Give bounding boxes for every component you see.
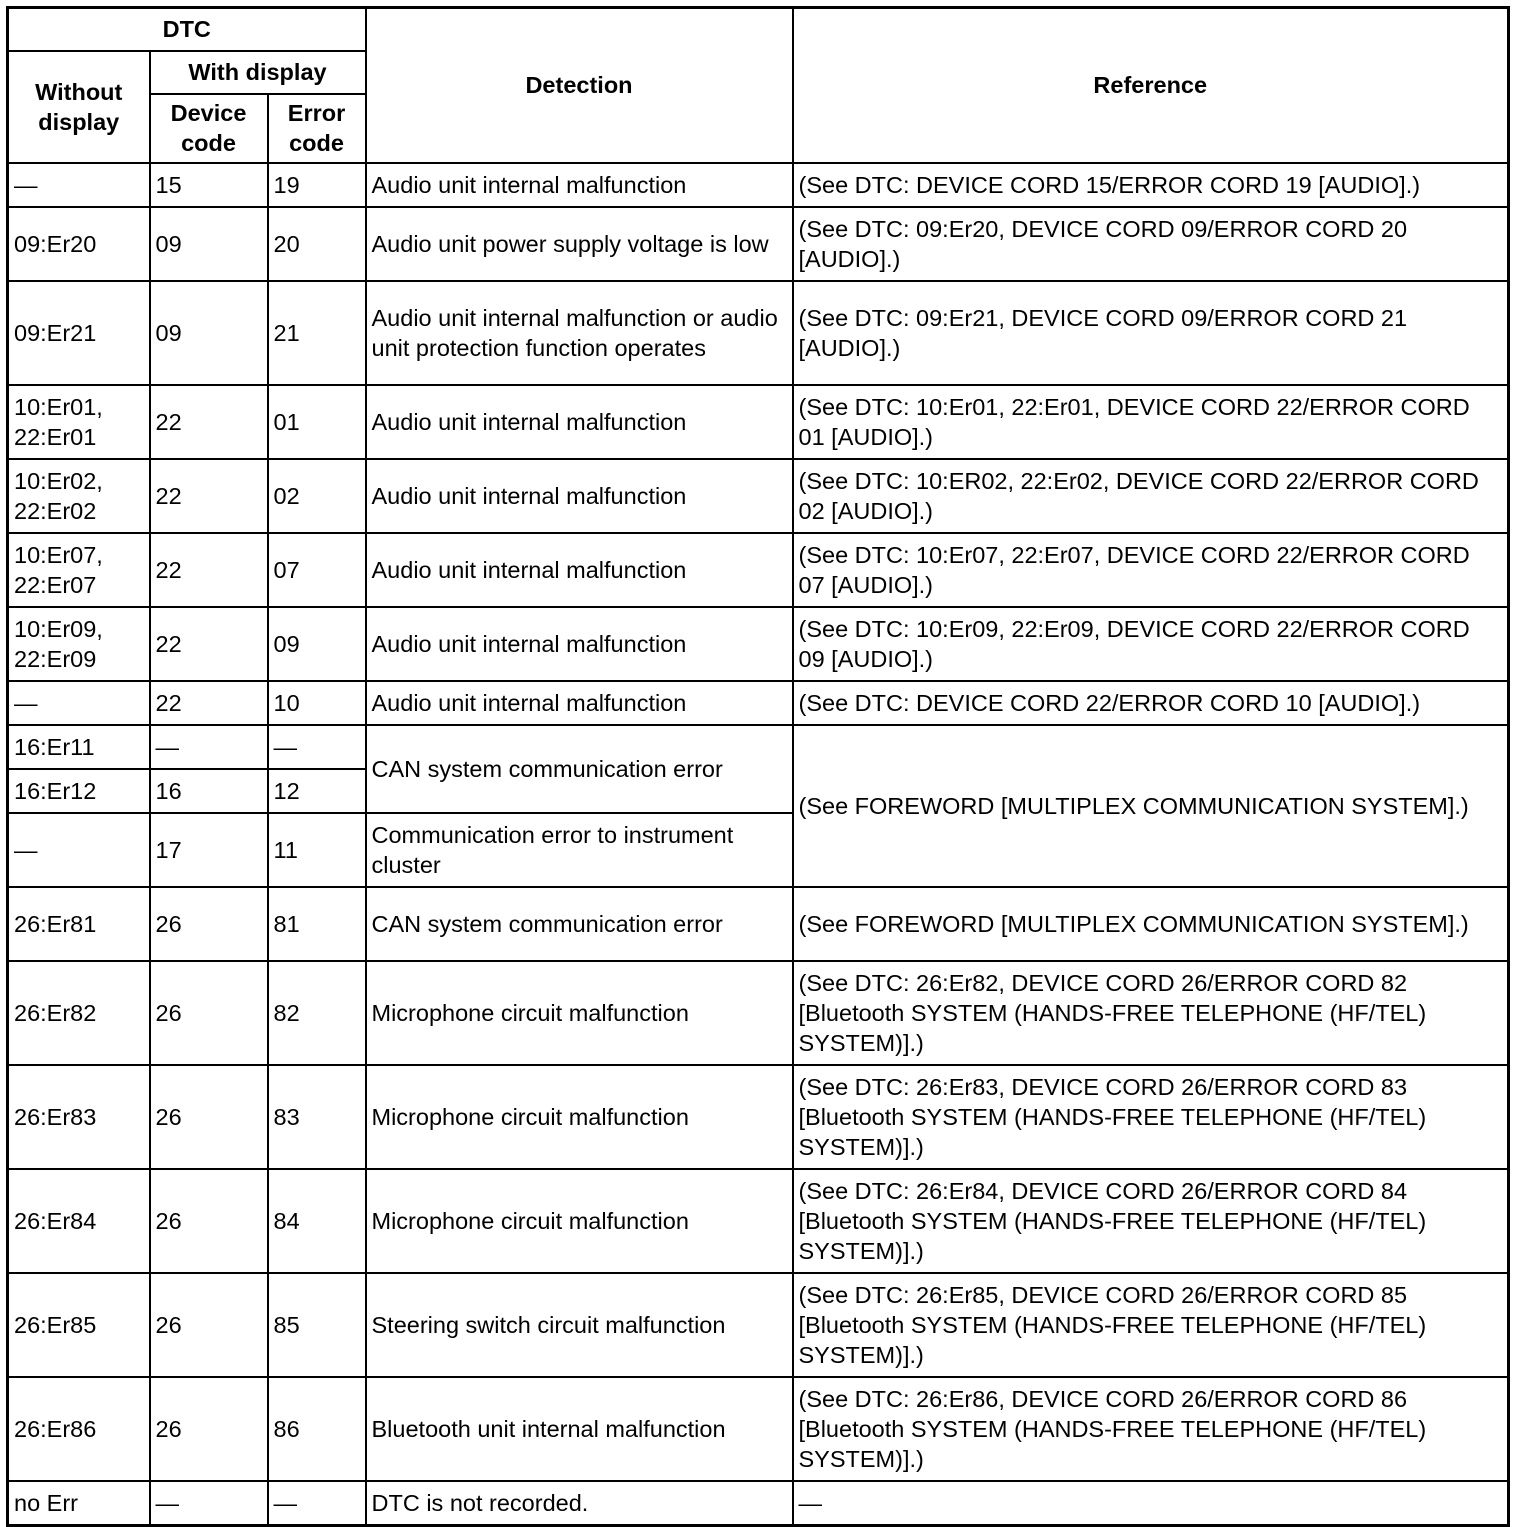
error-code-cell: 86 xyxy=(268,1377,366,1481)
reference-cell: (See DTC: 09:Er21, DEVICE CORD 09/ERROR CORD 21 [AUDIO].) xyxy=(793,281,1509,385)
without-display-cell: 26:Er83 xyxy=(8,1065,150,1169)
error-code-cell: — xyxy=(268,725,366,769)
device-code-cell: 26 xyxy=(150,1273,268,1377)
device-code-cell: 09 xyxy=(150,281,268,385)
error-code-cell: 21 xyxy=(268,281,366,385)
error-code-cell: 84 xyxy=(268,1169,366,1273)
reference-cell: (See DTC: 09:Er20, DEVICE CORD 09/ERROR CORD 20 [AUDIO].) xyxy=(793,207,1509,281)
device-code-cell: 22 xyxy=(150,533,268,607)
device-code-cell: — xyxy=(150,1481,268,1526)
reference-cell: (See DTC: 26:Er86, DEVICE CORD 26/ERROR CORD 86 [Bluetooth SYSTEM (HANDS-FREE TELEPHONE (HF/TEL) SYSTEM)].) xyxy=(793,1377,1509,1481)
detection-header: Detection xyxy=(366,8,793,164)
detection-cell: Audio unit power supply voltage is low xyxy=(366,207,793,281)
error-code-cell: 11 xyxy=(268,813,366,887)
detection-cell: Audio unit internal malfunction xyxy=(366,163,793,207)
device-code-cell: 26 xyxy=(150,961,268,1065)
device-code-cell: 26 xyxy=(150,1377,268,1481)
without-display-header: Without display xyxy=(8,51,150,163)
without-display-cell: — xyxy=(8,813,150,887)
device-code-cell: 15 xyxy=(150,163,268,207)
reference-cell: (See DTC: 10:Er07, 22:Er07, DEVICE CORD 22/ERROR CORD 07 [AUDIO].) xyxy=(793,533,1509,607)
reference-cell: — xyxy=(793,1481,1509,1526)
without-display-cell: 10:Er09, 22:Er09 xyxy=(8,607,150,681)
detection-cell: Audio unit internal malfunction or audio unit protection function operates xyxy=(366,281,793,385)
device-code-cell: 22 xyxy=(150,459,268,533)
detection-cell: Microphone circuit malfunction xyxy=(366,1065,793,1169)
table-row xyxy=(8,1169,1509,1273)
without-display-cell: 10:Er02, 22:Er02 xyxy=(8,459,150,533)
without-display-cell: 10:Er01, 22:Er01 xyxy=(8,385,150,459)
reference-cell: (See DTC: 26:Er85, DEVICE CORD 26/ERROR CORD 85 [Bluetooth SYSTEM (HANDS-FREE TELEPHONE (HF/TEL) SYSTEM)].) xyxy=(793,1273,1509,1377)
error-code-header: Error code xyxy=(268,94,366,163)
detection-cell: Steering switch circuit malfunction xyxy=(366,1273,793,1377)
reference-cell: (See DTC: 26:Er83, DEVICE CORD 26/ERROR CORD 83 [Bluetooth SYSTEM (HANDS-FREE TELEPHONE (HF/TEL) SYSTEM)].) xyxy=(793,1065,1509,1169)
table-row xyxy=(8,725,1509,769)
table-row xyxy=(8,887,1509,961)
device-code-cell: 09 xyxy=(150,207,268,281)
detection-cell: Bluetooth unit internal malfunction xyxy=(366,1377,793,1481)
with-display-header: With display xyxy=(150,51,366,94)
without-display-cell: 26:Er85 xyxy=(8,1273,150,1377)
reference-cell: (See FOREWORD [MULTIPLEX COMMUNICATION SYSTEM].) xyxy=(793,887,1509,961)
table-row xyxy=(8,961,1509,1065)
table-row xyxy=(8,1377,1509,1481)
reference-cell: (See DTC: DEVICE CORD 22/ERROR CORD 10 [AUDIO].) xyxy=(793,681,1509,725)
error-code-cell: 85 xyxy=(268,1273,366,1377)
device-code-cell: 17 xyxy=(150,813,268,887)
error-code-cell: 12 xyxy=(268,769,366,813)
error-code-cell: 83 xyxy=(268,1065,366,1169)
without-display-cell: — xyxy=(8,163,150,207)
without-display-cell: 10:Er07, 22:Er07 xyxy=(8,533,150,607)
reference-cell: (See DTC: 26:Er84, DEVICE CORD 26/ERROR CORD 84 [Bluetooth SYSTEM (HANDS-FREE TELEPHONE (HF/TEL) SYSTEM)].) xyxy=(793,1169,1509,1273)
reference-cell: (See DTC: DEVICE CORD 15/ERROR CORD 19 [AUDIO].) xyxy=(793,163,1509,207)
table-row xyxy=(8,207,1509,281)
error-code-cell: 82 xyxy=(268,961,366,1065)
detection-cell: Audio unit internal malfunction xyxy=(366,607,793,681)
error-code-cell: 81 xyxy=(268,887,366,961)
device-code-cell: 22 xyxy=(150,607,268,681)
error-code-cell: 09 xyxy=(268,607,366,681)
dtc-header: DTC xyxy=(8,8,366,52)
detection-cell: CAN system communication error xyxy=(366,725,793,813)
detection-cell: Communication error to instrument cluster xyxy=(366,813,793,887)
without-display-cell: 26:Er84 xyxy=(8,1169,150,1273)
table-row xyxy=(8,533,1509,607)
table-body xyxy=(8,163,1509,1526)
table-row xyxy=(8,281,1509,385)
reference-cell: (See DTC: 10:ER02, 22:Er02, DEVICE CORD 22/ERROR CORD 02 [AUDIO].) xyxy=(793,459,1509,533)
table-row xyxy=(8,681,1509,725)
device-code-cell: 26 xyxy=(150,887,268,961)
error-code-cell: 02 xyxy=(268,459,366,533)
without-display-cell: — xyxy=(8,681,150,725)
table-row xyxy=(8,1273,1509,1377)
detection-cell: Microphone circuit malfunction xyxy=(366,1169,793,1273)
detection-cell: Audio unit internal malfunction xyxy=(366,681,793,725)
device-code-cell: 22 xyxy=(150,385,268,459)
error-code-cell: 10 xyxy=(268,681,366,725)
table-row xyxy=(8,163,1509,207)
table-header xyxy=(8,8,1509,164)
error-code-cell: — xyxy=(268,1481,366,1526)
table-row xyxy=(8,1481,1509,1526)
error-code-cell: 01 xyxy=(268,385,366,459)
without-display-cell: 09:Er21 xyxy=(8,281,150,385)
device-code-header: Device code xyxy=(150,94,268,163)
error-code-cell: 19 xyxy=(268,163,366,207)
reference-cell: (See DTC: 26:Er82, DEVICE CORD 26/ERROR CORD 82 [Bluetooth SYSTEM (HANDS-FREE TELEPHONE (HF/TEL) SYSTEM)].) xyxy=(793,961,1509,1065)
table-row xyxy=(8,385,1509,459)
without-display-cell: 26:Er82 xyxy=(8,961,150,1065)
error-code-cell: 07 xyxy=(268,533,366,607)
detection-cell: Audio unit internal malfunction xyxy=(366,459,793,533)
table-row xyxy=(8,607,1509,681)
dtc-table xyxy=(6,6,1510,1527)
without-display-cell: 16:Er11 xyxy=(8,725,150,769)
without-display-cell: 26:Er86 xyxy=(8,1377,150,1481)
table-row xyxy=(8,1065,1509,1169)
detection-cell: Audio unit internal malfunction xyxy=(366,533,793,607)
device-code-cell: — xyxy=(150,725,268,769)
device-code-cell: 22 xyxy=(150,681,268,725)
error-code-cell: 20 xyxy=(268,207,366,281)
reference-cell: (See DTC: 10:Er01, 22:Er01, DEVICE CORD 22/ERROR CORD 01 [AUDIO].) xyxy=(793,385,1509,459)
reference-cell: (See DTC: 10:Er09, 22:Er09, DEVICE CORD 22/ERROR CORD 09 [AUDIO].) xyxy=(793,607,1509,681)
without-display-cell: no Err xyxy=(8,1481,150,1526)
detection-cell: Audio unit internal malfunction xyxy=(366,385,793,459)
detection-cell: DTC is not recorded. xyxy=(366,1481,793,1526)
without-display-cell: 26:Er81 xyxy=(8,887,150,961)
reference-header: Reference xyxy=(793,8,1509,164)
device-code-cell: 16 xyxy=(150,769,268,813)
header-row xyxy=(8,8,1509,52)
device-code-cell: 26 xyxy=(150,1065,268,1169)
device-code-cell: 26 xyxy=(150,1169,268,1273)
detection-cell: CAN system communication error xyxy=(366,887,793,961)
table-row xyxy=(8,459,1509,533)
without-display-cell: 16:Er12 xyxy=(8,769,150,813)
without-display-cell: 09:Er20 xyxy=(8,207,150,281)
reference-cell: (See FOREWORD [MULTIPLEX COMMUNICATION SYSTEM].) xyxy=(793,725,1509,887)
detection-cell: Microphone circuit malfunction xyxy=(366,961,793,1065)
